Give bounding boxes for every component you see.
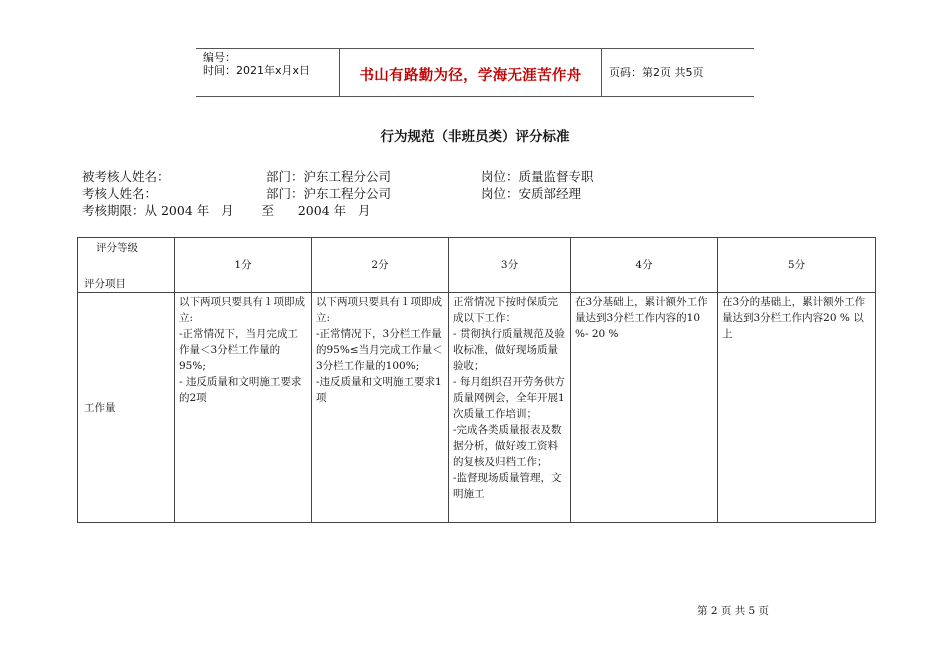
- header-divider-right: [601, 48, 602, 96]
- grade-5-criteria: [718, 293, 876, 523]
- page-footer: 第 2 页 共 5 页: [697, 605, 770, 617]
- workload-row-label: 工作量: [78, 293, 175, 523]
- workload-row: [78, 293, 876, 523]
- grade-3-criteria: [449, 293, 571, 523]
- grade-header-3: 3分: [449, 238, 571, 293]
- criteria-line: -正常情况下，当月完成工作量＜3分栏工作量的95%;: [179, 328, 299, 372]
- grade-header-4: 4分: [571, 238, 718, 293]
- criteria-line: 以下两项只要具有１项即成立:: [179, 296, 305, 324]
- table-corner-cell: [78, 238, 175, 293]
- assessee-department: 部门：沪东工程分公司: [266, 169, 392, 184]
- criteria-line: -监督现场质量管理，文明施工: [453, 472, 562, 500]
- assessor-name-label: 考核人姓名：: [82, 186, 158, 201]
- document-title: 行为规范（非班员类）评分标准: [380, 129, 570, 145]
- grade-header-2: 2分: [312, 238, 449, 293]
- criteria-line: -正常情况下，3分栏工作量的95%≤当月完成工作量＜3分栏工作量的100%;: [316, 328, 443, 372]
- header-date-label: 时间：2021年x月x日: [203, 64, 311, 77]
- assessee-post: 岗位：质量监督专职: [481, 169, 594, 184]
- criteria-line: -完成各类质量报表及数据分析，做好竣工资料的复核及归档工作；: [453, 424, 562, 468]
- grade-2-criteria: [312, 293, 449, 523]
- criteria-line: - 每月组织召开劳务供方质量网例会，全年开展1次质量工作培训；: [453, 376, 565, 420]
- scoring-table: [77, 237, 876, 523]
- assessor-department: 部门：沪东工程分公司: [266, 186, 392, 201]
- grade-4-criteria: [571, 293, 718, 523]
- assessor-post: 岗位：安质部经理: [481, 186, 582, 201]
- grade-header-1: 1分: [175, 238, 312, 293]
- item-axis-label: 评分项目: [84, 278, 126, 290]
- criteria-line: - 违反质量和文明施工要求的2项: [179, 376, 302, 404]
- criteria-line: 以下两项只要具有１项即成立:: [316, 296, 442, 324]
- grade-axis-label: 评分等级: [96, 242, 138, 254]
- header-code-label: 编号：: [203, 51, 236, 64]
- criteria-line: - 贯彻执行质量规范及验收标准，做好现场质量验收；: [453, 328, 565, 372]
- grade-1-criteria: [175, 293, 312, 523]
- criteria-line: 在3分基础上，累计额外工作量达到3分栏工作内容的10 %- 20 %: [575, 296, 708, 340]
- criteria-line: -违反质量和文明施工要求1项: [316, 376, 442, 404]
- grade-header-5: 5分: [718, 238, 876, 293]
- criteria-line: 在3分的基础上，累计额外工作量达到3分栏工作内容20 % 以上: [722, 296, 866, 340]
- header-bottom-rule: [196, 96, 754, 97]
- header-motto: 书山有路勤为径，学海无涯苦作舟: [359, 68, 582, 84]
- criteria-line: 正常情况下按时保质完成以下工作：: [453, 296, 558, 324]
- grade-header-row: [78, 238, 876, 293]
- header-top-rule: [196, 48, 754, 49]
- header-page-label: 页码：第2页 共5页: [609, 66, 704, 79]
- assessee-name-label: 被考核人姓名：: [82, 169, 170, 184]
- assessment-period: 考核期限：从 2004 年 月 至 2004 年 月: [82, 203, 371, 218]
